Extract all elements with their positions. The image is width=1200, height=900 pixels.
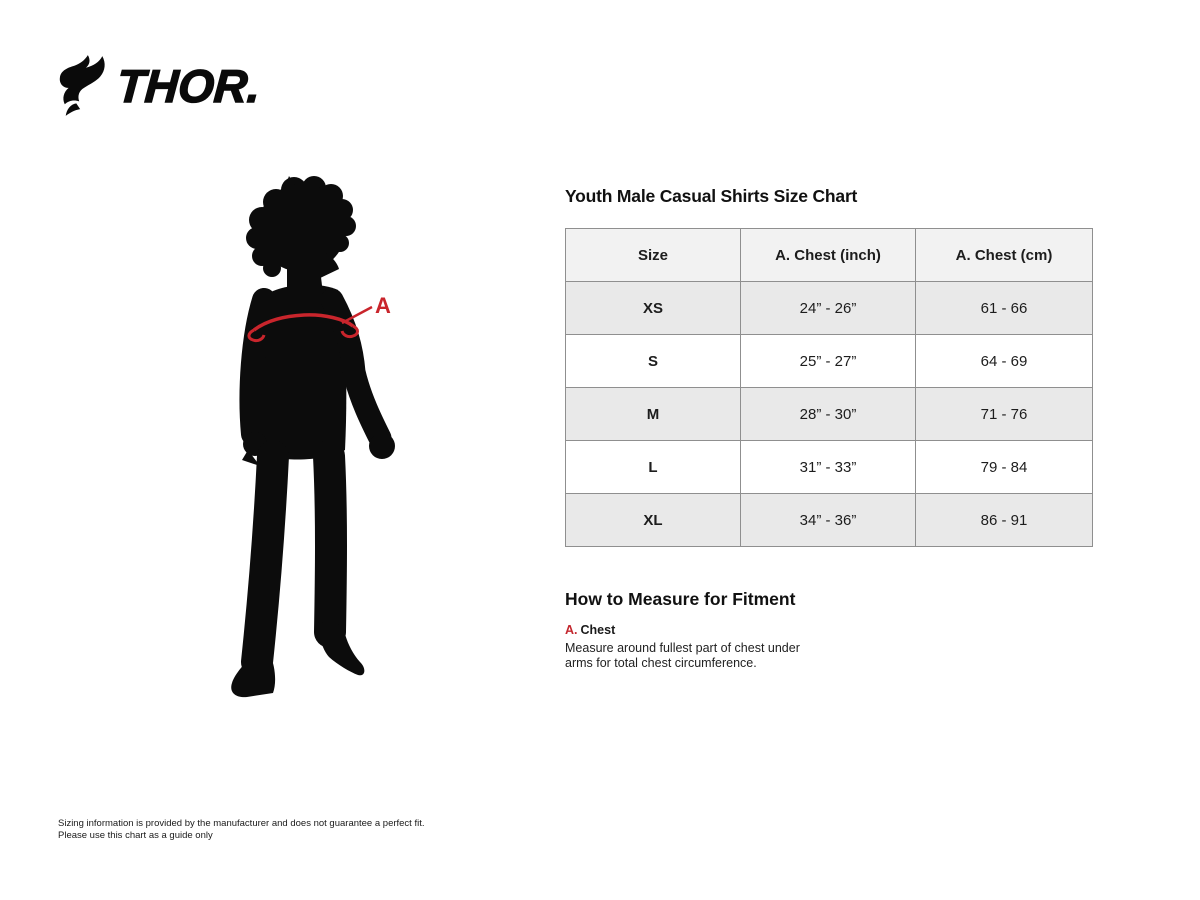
col-header-size: Size: [566, 229, 741, 282]
chest-label: A: [375, 293, 391, 318]
chest-inch-cell: 34” - 36”: [741, 494, 916, 547]
chest-cm-cell: 61 - 66: [916, 282, 1093, 335]
size-table: [565, 228, 1093, 547]
table-header-row: [566, 229, 1093, 282]
chest-cm-cell: 71 - 76: [916, 388, 1093, 441]
measure-name: Chest: [580, 623, 616, 637]
table-row: [566, 335, 1093, 388]
col-header-chest-cm: A. Chest (cm): [916, 229, 1093, 282]
measure-item-chest: [565, 623, 1095, 637]
chest-cm-cell: 86 - 91: [916, 494, 1093, 547]
footnote-line-1: Sizing information is provided by the manufacturer and does not guarantee a perfect fit.: [58, 818, 425, 829]
size-chart-title: Youth Male Casual Shirts Size Chart: [565, 186, 858, 206]
chest-inch-cell: 28” - 30”: [741, 388, 916, 441]
chest-inch-cell: 25” - 27”: [741, 335, 916, 388]
thor-wordmark: THOR.: [115, 60, 262, 112]
table-row: [566, 441, 1093, 494]
measure-key: A.: [565, 623, 578, 637]
chest-cm-cell: 64 - 69: [916, 335, 1093, 388]
size-cell: L: [566, 441, 741, 494]
chest-inch-cell: 24” - 26”: [741, 282, 916, 335]
child-silhouette: [231, 176, 395, 697]
col-header-chest-inch: A. Chest (inch): [741, 229, 916, 282]
thor-logo: [58, 55, 260, 117]
chest-inch-cell: 31” - 33”: [741, 441, 916, 494]
size-cell: XL: [566, 494, 741, 547]
table-row: [566, 388, 1093, 441]
thor-goat-icon: [58, 55, 110, 117]
measure-guide-title: How to Measure for Fitment: [565, 589, 796, 609]
footnote-line-2: Please use this chart as a guide only: [58, 830, 213, 842]
measure-description: Measure around fullest part of chest under arms for total chest circumference.: [565, 641, 800, 671]
table-row: [566, 494, 1093, 547]
footnote: [58, 818, 425, 843]
size-chart-section: [565, 186, 1095, 672]
child-silhouette-figure: [226, 176, 416, 716]
size-cell: M: [566, 388, 741, 441]
size-cell: S: [566, 335, 741, 388]
table-row: [566, 282, 1093, 335]
chest-cm-cell: 79 - 84: [916, 441, 1093, 494]
size-cell: XS: [566, 282, 741, 335]
